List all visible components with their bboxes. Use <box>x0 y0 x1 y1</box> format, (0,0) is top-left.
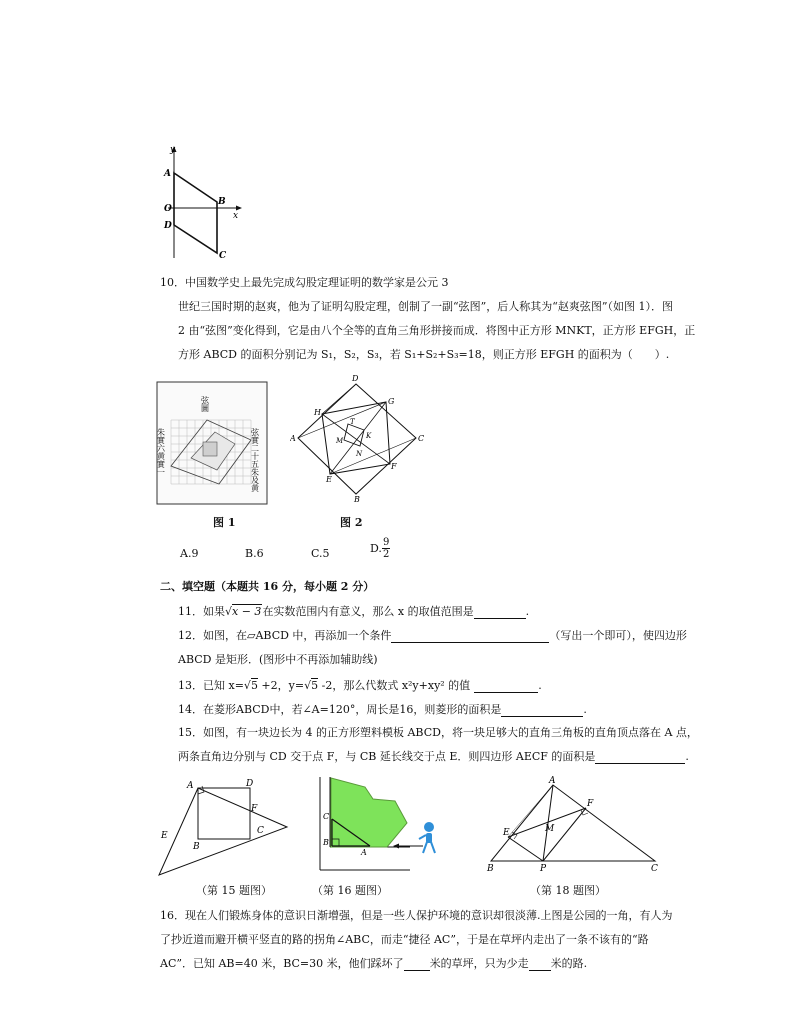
q16-line-3 <box>160 957 587 971</box>
fig15-label-d: D <box>246 779 254 789</box>
q16-answer-blank-1[interactable] <box>404 959 430 971</box>
q15-text: 两条直角边分别与 CD 交于点 F，与 CB 延长线交于点 E．则四边形 AECF 的面积是 <box>178 750 596 763</box>
option-b[interactable]: B.6 <box>245 547 264 560</box>
fig16-caption: （第 16 题图） <box>312 884 388 897</box>
person-body-icon <box>426 833 432 843</box>
fig15-label-f: F <box>251 804 258 814</box>
fig2-label-m: M <box>336 437 344 445</box>
q13-radical-2: 5 <box>311 679 319 692</box>
fig2-label-f: F <box>391 462 397 471</box>
fig18 <box>485 775 665 880</box>
fig1-left-text: 朱實六黄實一 <box>156 428 166 476</box>
point-label-b: B <box>218 197 226 207</box>
q15-line-1: 15．如图，有一块边长为 4 的正方形塑料模板 ABCD，将一块足够大的直角三角板的直角顶点落在 A 点， <box>178 726 698 739</box>
q13-text-a: 13．已知 x= <box>178 679 244 692</box>
q16-text-c: 米的路. <box>550 957 588 970</box>
q11-end: . <box>525 605 530 618</box>
q14-line <box>178 703 587 717</box>
x-axis-label: x <box>233 211 239 221</box>
q10-figure-2 <box>290 372 425 502</box>
fig2-label-e: E <box>326 475 332 484</box>
q10-line-2: 世纪三国时期的赵爽，他为了证明勾股定理，创制了一副“弦图”，后人称其为“赵爽弦图”（如图 1）．图 <box>178 300 673 313</box>
q10-line-3: 2 由“弦图”变化得到，它是由八个全等的直角三角形拼接而成．将图中正方形 MNKT，正方形 EFGH，正 <box>178 324 696 337</box>
q15-line-2 <box>178 750 689 764</box>
section-2-heading: 二、填空题（本题共 16 分，每小题 2 分） <box>160 580 375 593</box>
option-d-fraction <box>382 537 390 560</box>
fig18-label-b: B <box>487 864 494 874</box>
fig18-label-p: P <box>540 864 547 874</box>
fig16-label-b: B <box>323 838 329 847</box>
fig15-label-a: A <box>187 781 194 791</box>
q11-text-a: 11．如果 <box>178 605 225 618</box>
lawn-area <box>331 778 407 847</box>
fig2-label-d: D <box>352 374 359 383</box>
fig15-caption: （第 15 题图） <box>196 884 272 897</box>
fig18-label-c: C <box>651 864 658 874</box>
q12-text-b: （写出一个即可），使四边形 <box>549 629 687 642</box>
fig18-label-f: F <box>587 799 594 809</box>
sqrt-symbol: √ <box>243 679 251 692</box>
fig18-label-a: A <box>549 776 556 786</box>
fig2-label-a: A <box>290 434 296 443</box>
option-d-prefix: D. <box>370 542 382 555</box>
q16-line-2: 了抄近道而避开横平竖直的路的拐角∠ABC，而走“捷径 AC”，于是在草坪内走出了一条不该有的“路 <box>160 933 649 946</box>
sqrt-symbol: √ <box>225 605 233 618</box>
point-label-c: C <box>219 251 227 261</box>
fig16-label-c: C <box>323 812 330 821</box>
fig15-label-b: B <box>193 842 200 852</box>
sqrt-symbol: √ <box>304 679 312 692</box>
option-d-numerator: 9 <box>382 537 390 548</box>
point-label-a: A <box>164 169 171 179</box>
q13-text-c: -2，那么代数式 x²y+xy² 的值 <box>318 679 471 692</box>
q16-line-1: 16．现在人们锻炼身体的意识日渐增强，但是一些人保护环境的意识却很淡薄.上图是公园的一角，有人为 <box>160 909 673 922</box>
q9-figure <box>160 140 250 265</box>
fig2-label-g: G <box>388 397 395 406</box>
fig18-caption: （第 18 题图） <box>530 884 606 897</box>
option-a[interactable]: A.9 <box>180 547 199 560</box>
fig2-label-h: H <box>314 408 321 417</box>
person-limb-icon <box>419 835 426 839</box>
q13-answer-blank[interactable] <box>474 681 538 693</box>
fig2-label-c: C <box>418 434 425 443</box>
q14-answer-blank[interactable] <box>501 705 583 717</box>
q11-line <box>178 605 529 619</box>
q13-text-b: +2，y= <box>257 679 305 692</box>
q13-end: . <box>538 679 542 692</box>
q11-answer-blank[interactable] <box>474 607 526 619</box>
origin-label: O <box>164 204 172 214</box>
fig1-caption: 图 1 <box>213 516 236 529</box>
fig15 <box>155 775 295 880</box>
option-d-denominator: 2 <box>382 549 390 560</box>
fig16-label-a: A <box>361 848 367 857</box>
fig18-label-e: E <box>503 828 510 838</box>
option-d[interactable] <box>370 537 390 560</box>
person-limb-icon <box>431 842 435 853</box>
q16-text-a: AC”．已知 AB=40 米，BC=30 米，他们踩坏了 <box>160 957 404 970</box>
q12-line-2: ABCD 是矩形．(图形中不再添加辅助线) <box>178 653 378 666</box>
fig15-label-e: E <box>161 831 168 841</box>
y-axis-label: y <box>170 145 176 155</box>
q13-line <box>178 679 542 693</box>
fig2-label-k: K <box>366 432 372 440</box>
option-c[interactable]: C.5 <box>311 547 330 560</box>
q12-answer-blank[interactable] <box>391 631 549 643</box>
fig2-label-n: N <box>356 450 363 458</box>
fig2-caption: 图 2 <box>340 516 363 529</box>
fig1-top-text: 弦圖 <box>200 396 210 412</box>
point-label-d: D <box>164 221 172 231</box>
q11-text-b: 在实数范围内有意义，那么 x 的取值范围是 <box>262 605 474 618</box>
q11-radicand: x − 3 <box>232 605 262 618</box>
q10-figure-1 <box>155 380 270 508</box>
q15-answer-blank[interactable] <box>595 752 685 764</box>
q12-text-a: 12．如图，在▱ABCD 中，再添加一个条件 <box>178 629 392 642</box>
q15-end: . <box>685 750 689 763</box>
q16-text-b: 米的草坪，只为少走 <box>429 957 529 970</box>
person-head-icon <box>424 822 434 832</box>
fig2-label-b: B <box>354 495 360 502</box>
q14-end: . <box>583 703 587 716</box>
q10-line-4: 方形 ABCD 的面积分别记为 S₁，S₂，S₃，若 S₁+S₂+S₃=18，则正方形 EFGH 的面积为（ ）. <box>178 348 670 361</box>
fig2-label-t: T <box>350 418 355 426</box>
fig15-label-c: C <box>257 826 264 836</box>
q13-radical-1: 5 <box>250 679 258 692</box>
fig18-label-m: M <box>545 824 555 834</box>
q10-line-1: 10．中国数学史上最先完成勾股定理证明的数学家是公元 3 <box>160 276 449 289</box>
q14-text: 14．在菱形ABCD中，若∠A=120°，周长是16，则菱形的面积是 <box>178 703 502 716</box>
q16-answer-blank-2[interactable] <box>529 959 551 971</box>
fig1-right-text: 弦實二十五朱及黄 <box>250 428 260 492</box>
q12-line-1 <box>178 629 687 643</box>
fig16 <box>315 775 445 880</box>
person-limb-icon <box>423 842 427 853</box>
